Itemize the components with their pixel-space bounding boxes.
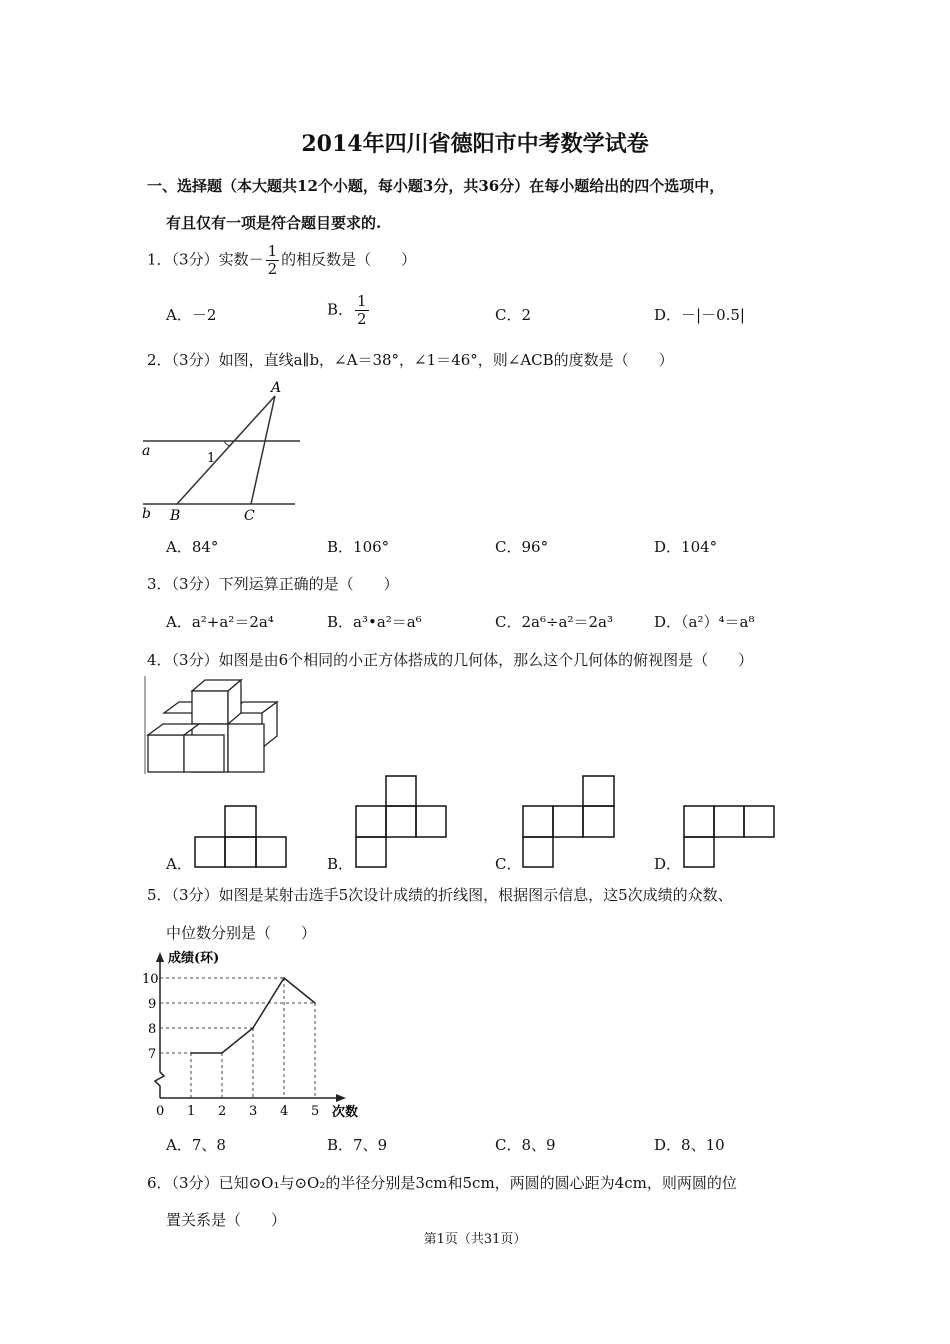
q3-option-b[interactable]: B．a³•a²＝a⁶ (327, 613, 422, 631)
x-axis-label: 次数 (332, 1105, 359, 1120)
question-5-line1: 5．（3分）如图是某射击选手5次设计成绩的折线图，根据图示信息，这5次成绩的众数、 (147, 886, 733, 904)
q4-option-c-figure[interactable] (522, 775, 616, 869)
q4-option-d-figure[interactable] (683, 805, 777, 869)
question-3: 3．（3分）下列运算正确的是（ ） (147, 575, 399, 593)
x-tick-label: 3 (249, 1104, 258, 1119)
q4-option-b-figure[interactable] (355, 775, 449, 869)
q1-fraction: $\frac{1}{2}$ (267, 242, 278, 278)
section-heading-line1: 一、选择题（本大题共12个小题，每小题3分，共36分）在每小题给出的四个选项中， (147, 177, 725, 195)
q1-prefix: 1．（3分）实数－ (147, 250, 264, 269)
q4-option-a-figure[interactable] (194, 805, 288, 869)
q2-option-c[interactable]: C．96° (495, 538, 549, 556)
fig-label-b: b (142, 506, 151, 522)
q2-option-b[interactable]: B．106° (327, 538, 390, 556)
y-tick-label: 7 (148, 1047, 157, 1062)
y-tick-label: 8 (148, 1022, 157, 1037)
q3-option-a[interactable]: A．a²+a²＝2a⁴ (166, 613, 274, 631)
q2-figure (140, 378, 310, 528)
question-5-line2: 中位数分别是（ ） (166, 924, 317, 942)
q2-option-a[interactable]: A．84° (166, 538, 219, 556)
data-point (314, 1002, 316, 1004)
data-point (221, 1052, 223, 1054)
q5-option-c[interactable]: C．8、9 (495, 1136, 556, 1154)
y-axis-arrow (156, 952, 164, 962)
q3-option-d[interactable]: D．（a²）⁴＝a⁸ (654, 613, 755, 631)
q5-option-b[interactable]: B．7、9 (327, 1136, 388, 1154)
fig-label-1: 1 (207, 451, 216, 466)
question-6-line1: 6．（3分）已知⊙O₁与⊙O₂的半径分别是3cm和5cm，两圆的圆心距为4cm，则两圆的位 (147, 1174, 737, 1192)
q1-option-b[interactable]: B． $\frac{1}{2}$ (327, 292, 367, 328)
x-axis-arrow (336, 1094, 346, 1102)
q2-option-d[interactable]: D．104° (654, 538, 718, 556)
q4-option-d[interactable]: D． (654, 855, 682, 873)
x-tick-label: 0 (156, 1104, 165, 1119)
fig-label-A: A (271, 380, 282, 396)
x-tick-label: 4 (280, 1104, 289, 1119)
y-tick-label: 9 (148, 997, 157, 1012)
q4-option-a[interactable]: A． (166, 855, 192, 873)
page-footer: 第1页（共31页） (423, 1232, 527, 1247)
y-axis-label: 成绩(环) (168, 951, 220, 966)
q5-option-d[interactable]: D．8、10 (654, 1136, 725, 1154)
q5-line-chart (140, 948, 370, 1123)
question-6-line2: 置关系是（ ） (166, 1211, 287, 1229)
q1-option-c[interactable]: C．2 (495, 306, 532, 324)
q1-option-d[interactable]: D．－|－0.5| (654, 306, 745, 324)
question-4: 4．（3分）如图是由6个相同的小正方体搭成的几何体，那么这个几何体的俯视图是（ ） (147, 651, 754, 669)
data-point (252, 1027, 254, 1029)
data-point (283, 977, 285, 979)
fig-label-C: C (244, 508, 255, 524)
fig-label-a: a (142, 443, 151, 459)
q4-option-b[interactable]: B． (327, 855, 354, 873)
q1-option-a[interactable]: A．－2 (166, 306, 217, 324)
x-tick-label: 2 (218, 1104, 227, 1119)
question-1 (147, 244, 416, 277)
page-title: 2014年四川省德阳市中考数学试卷 (301, 131, 649, 157)
fig-label-B: B (170, 508, 181, 524)
q5-option-a[interactable]: A．7、8 (166, 1136, 226, 1154)
data-point (190, 1052, 192, 1054)
y-tick-label: 10 (142, 972, 159, 987)
section-heading-line2: 有且仅有一项是符合题目要求的. (166, 214, 382, 232)
q4-option-c[interactable]: C． (495, 855, 522, 873)
x-tick-label: 1 (187, 1104, 196, 1119)
q4-solid-figure (144, 676, 284, 776)
x-tick-label: 5 (311, 1104, 320, 1119)
q1-suffix: 的相反数是（ ） (281, 250, 417, 269)
q3-option-c[interactable]: C．2a⁶÷a²＝2a³ (495, 613, 614, 631)
question-2: 2．（3分）如图，直线a∥b，∠A＝38°，∠1＝46°，则∠ACB的度数是（ ） (147, 351, 674, 369)
